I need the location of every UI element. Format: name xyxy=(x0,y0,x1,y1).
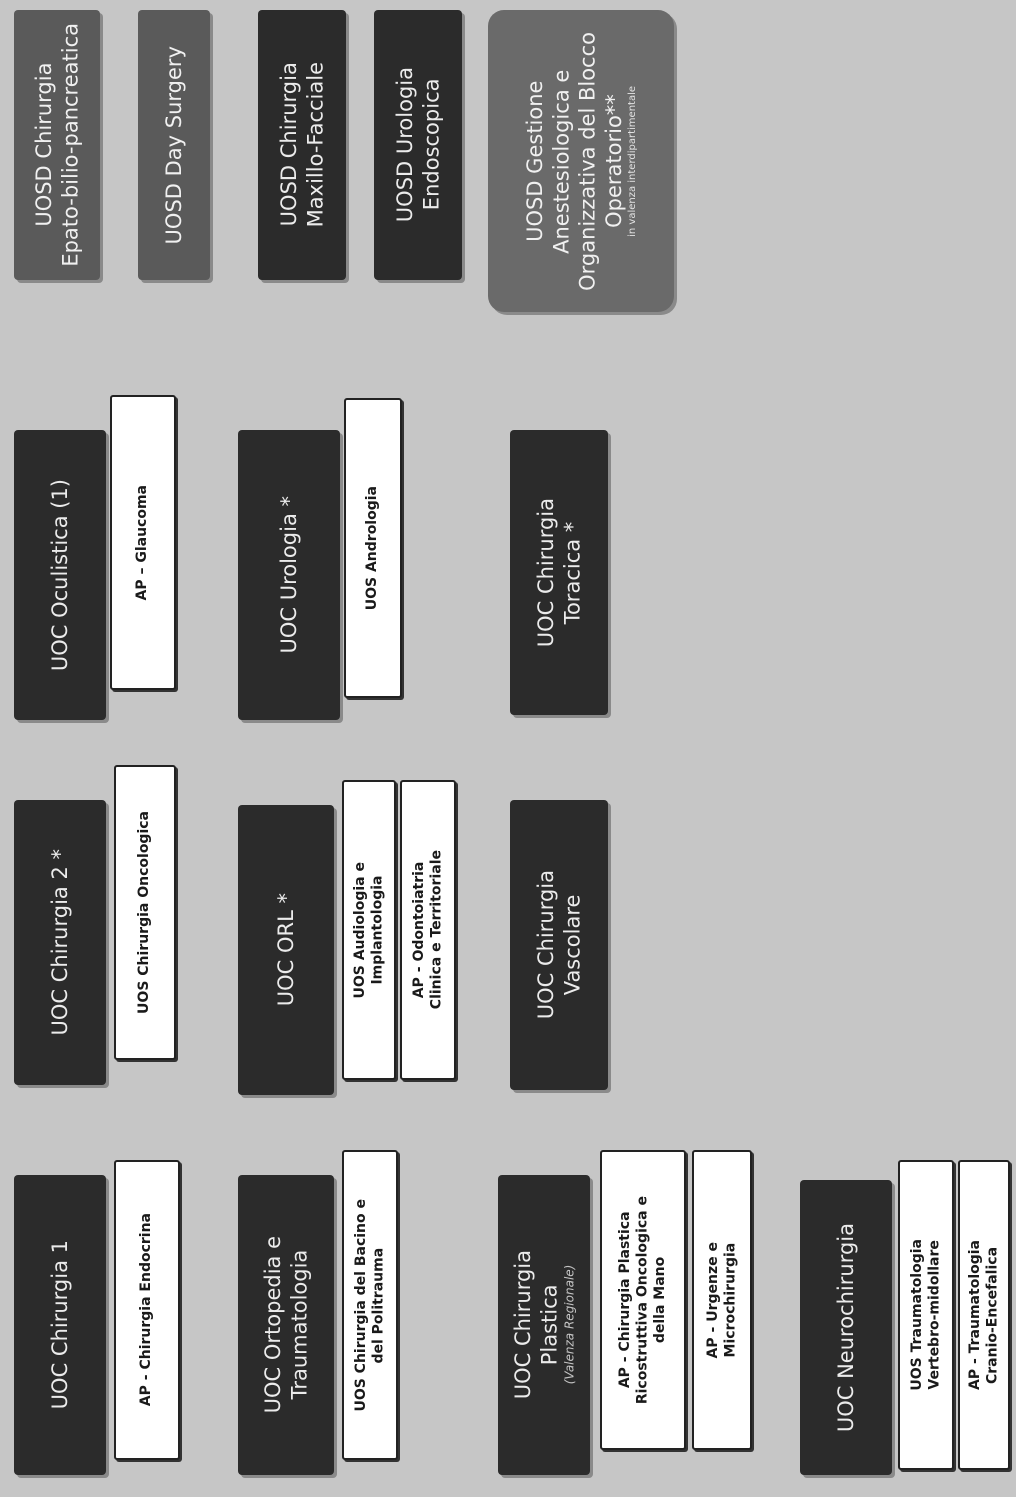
uoc-oculistica xyxy=(14,430,106,720)
uosd-gestione-note: in valenza interdipartimentale xyxy=(627,85,639,237)
uos-audiologia xyxy=(342,780,396,1080)
ap-plastica-label-1: AP - Chirurgia Plastica xyxy=(616,1211,633,1389)
uoc-chirurgia-1-label: UOC Chirurgia 1 xyxy=(47,1240,72,1410)
uosd-gestione-label-3: Organizzativa del Blocco xyxy=(575,31,600,291)
uos-chirurgia-oncologica xyxy=(114,765,176,1060)
uoc-ortopedia xyxy=(238,1175,334,1475)
uoc-plastica-label-2: Plastica xyxy=(537,1284,562,1366)
uos-bacino-label: UOS Chirurgia del Bacino e xyxy=(352,1198,369,1412)
ap-traumatologia-label: AP - Traumatologia xyxy=(966,1239,983,1390)
ap-chir-endocrina-label: AP - Chirurgia Endocrina xyxy=(138,1213,155,1407)
ap-urgenze-label-2: Microchirurgia xyxy=(722,1242,738,1358)
uosd-maxillo-label: UOSD Chirurgia xyxy=(276,62,301,228)
uoc-chirurgia-2 xyxy=(14,800,106,1085)
uos-traumatologia-vertebro xyxy=(898,1160,954,1470)
uoc-urologia-label: UOC Urologia * xyxy=(276,496,301,654)
ap-chirurgia-plastica-ricostruttiva xyxy=(600,1150,686,1450)
uosd-epato-label: UOSD Chirurgia xyxy=(31,62,56,228)
ap-traumatologia-cranio xyxy=(958,1160,1010,1470)
uoc-ortopedia-label: UOC Ortopedia e xyxy=(260,1236,285,1414)
ap-urgenze-microchirurgia xyxy=(692,1150,752,1450)
uosd-gestione-anestesiologica xyxy=(488,10,674,312)
uosd-maxillo-label-2: Maxillo-Facciale xyxy=(303,62,327,228)
ap-glaucoma xyxy=(110,395,176,690)
ap-urgenze-label: AP - Urgenze e xyxy=(704,1241,721,1359)
uos-traumatologia-label: UOS Traumatologia xyxy=(908,1239,925,1391)
uoc-toracica-label: UOC Chirurgia xyxy=(533,497,558,648)
uoc-neurochirurgia xyxy=(800,1180,892,1475)
uoc-chirurgia-vascolare xyxy=(510,800,608,1090)
ap-chirurgia-endocrina xyxy=(114,1160,180,1460)
uoc-plastica-label: UOC Chirurgia xyxy=(511,1250,536,1400)
uosd-maxillo-facciale xyxy=(258,10,346,280)
uoc-orl-label: UOC ORL * xyxy=(273,893,298,1007)
uos-bacino-label-2: del Politrauma xyxy=(370,1247,386,1363)
uos-audiologia-label-2: Implantologia xyxy=(369,875,385,985)
ap-odontoiatria xyxy=(400,780,456,1080)
uoc-neurochirurgia-label: UOC Neurochirurgia xyxy=(833,1222,858,1433)
uosd-urologia-label: UOSD Urologia xyxy=(392,67,417,223)
ap-odontoiatria-label: AP - Odontoiatria xyxy=(410,861,427,999)
uosd-gestione-label-1: UOSD Gestione xyxy=(523,80,548,242)
uoc-orl xyxy=(238,805,334,1095)
uos-audiologia-label: UOS Audiologia e xyxy=(351,861,368,999)
ap-odontoiatria-label-2: Clinica e Territoriale xyxy=(428,850,444,1010)
uoc-plastica-valenza: (Valenza Regionale) xyxy=(562,1265,577,1385)
uoc-oculistica-label: UOC Oculistica (1) xyxy=(47,478,72,672)
uoc-toracica-label-2: Toracica * xyxy=(560,521,584,624)
uoc-urologia xyxy=(238,430,340,720)
uos-andrologia-label: UOS Andrologia xyxy=(364,485,381,611)
uos-chir-oncologica-label: UOS Chirurgia Oncologica xyxy=(136,811,153,1014)
ap-traumatologia-label-2: Cranio-Encefalica xyxy=(984,1246,1000,1384)
uosd-epato-label-2: Epato-bilio-pancreatica xyxy=(58,23,82,267)
uosd-urologia-label-2: Endoscopica xyxy=(419,79,443,211)
uoc-chirurgia-toracica xyxy=(510,430,608,715)
ap-plastica-label-3: della Mano xyxy=(651,1256,668,1344)
uosd-day-surgery xyxy=(138,10,210,280)
uosd-urologia-endoscopica xyxy=(374,10,462,280)
uosd-gestione-label-2: Anestesiologica e xyxy=(549,68,574,254)
uoc-chirurgia-1 xyxy=(14,1175,106,1475)
uos-traumatologia-label-2: Vertebro-midollare xyxy=(926,1240,942,1390)
ap-plastica-label-2: Ricostruttiva Oncologica e xyxy=(634,1195,651,1405)
uoc-chirurgia-2-label: UOC Chirurgia 2 * xyxy=(47,849,72,1036)
uosd-epato-bilio-pancreatica xyxy=(14,10,100,280)
uosd-gestione-label-4: Operatorio** xyxy=(602,94,626,228)
uoc-vascolare-label: UOC Chirurgia xyxy=(533,870,558,1020)
uoc-vascolare-label-2: Vascolare xyxy=(560,894,584,996)
ap-glaucoma-label: AP – Glaucoma xyxy=(134,484,151,601)
uosd-day-surgery-label: UOSD Day Surgery xyxy=(161,45,186,245)
uoc-ortopedia-label-2: Traumatologia xyxy=(287,1250,311,1400)
uos-andrologia xyxy=(344,398,402,698)
uos-chirurgia-bacino xyxy=(342,1150,398,1460)
uoc-chirurgia-plastica xyxy=(498,1175,590,1475)
